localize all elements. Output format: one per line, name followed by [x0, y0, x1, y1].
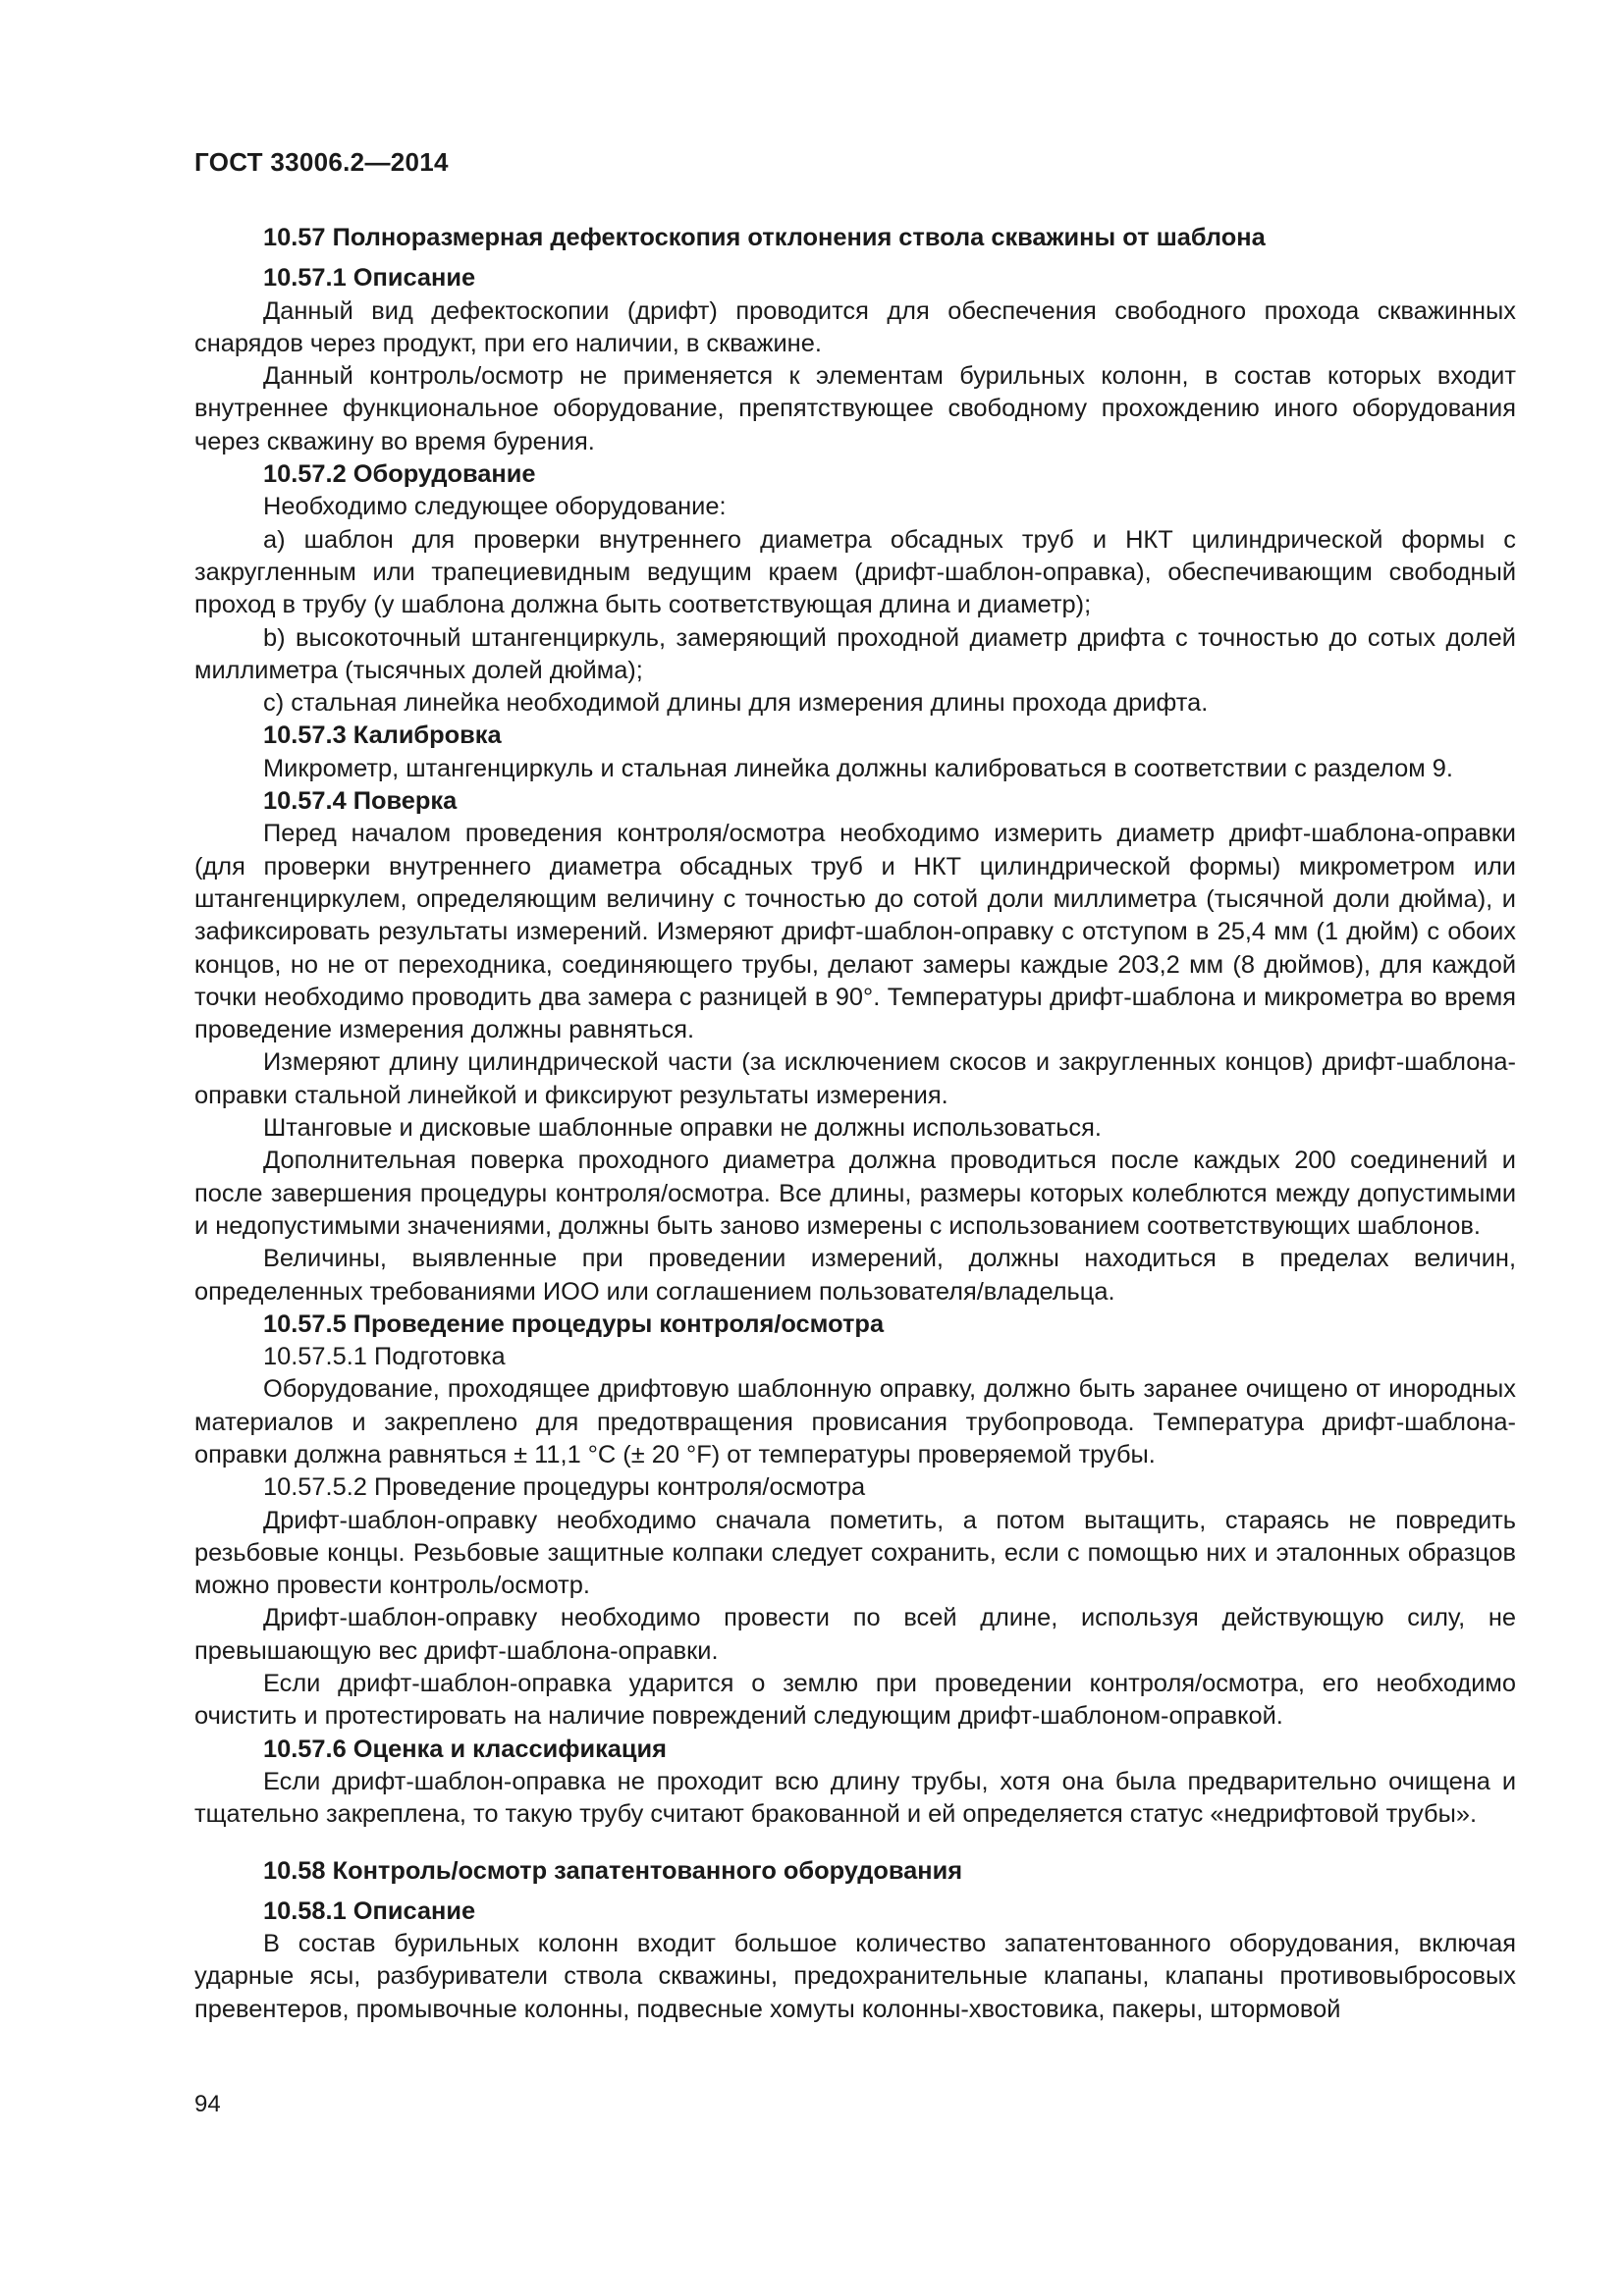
- document-body: [194, 222, 1516, 2026]
- subsection-heading: 10.57.2 Оборудование: [263, 460, 536, 489]
- paragraph: Перед началом проведения контроля/осмотра необходимо измерить диаметр дрифт-шаблона-оправки (для проверки внутреннего диаметра обсадных труб и НКТ цилиндрической формы) микрометром или штангенциркулем, определяющим величину с точностью до сотой доли миллиметра (тысячной доли дюйма), и зафиксировать результаты измерений. Измеряют дрифт-шаблон-оправку с отступом в 25,4 мм (1 дюйм) с обоих концов, но не от переходника, соединяющего трубы, делают замеры каждые 203,2 мм (8 дюймов), для каждой точки необходимо проводить два замера с разницей в 90°. Температуры дрифт-шаблона и микрометра во время проведение измерения должны равняться.: [194, 820, 1516, 1044]
- subsection-heading: 10.57.4 Поверка: [263, 787, 458, 816]
- paragraph: a) шаблон для проверки внутреннего диаметра обсадных труб и НКТ цилиндрической формы с закругленным или трапециевидным ведущим краем (дрифт-шаблон-оправка), обеспечивающим свободный проход в трубу (у шаблона должна быть соответствующая длина и диаметр);: [194, 525, 1516, 619]
- subsection-heading: 10.58.1 Описание: [263, 1896, 476, 1925]
- paragraph: Дрифт-шаблон-оправку необходимо сначала пометить, а потом вытащить, стараясь не повредить резьбовые концы. Резьбовые защитные колпаки следует сохранить, если с помощью них и эталонных образцов можно провести контроль/осмотр.: [194, 1506, 1516, 1600]
- subsection-heading: 10.57.1 Описание: [263, 264, 476, 293]
- paragraph: Дополнительная поверка проходного диаметра должна проводиться после каждых 200 соединений и после завершения процедуры контроля/осмотра. Все длины, размеры которых колеблются между допустимыми и недопустимыми значениями, должны быть заново измерены с использованием соответствующих шаблонов.: [194, 1147, 1516, 1240]
- clause-heading: 10.57.5.2 Проведение процедуры контроля/осмотра: [263, 1473, 866, 1502]
- paragraph: Дрифт-шаблон-оправку необходимо провести по всей длине, используя действующую силу, не превышающую вес дрифт-шаблона-оправки.: [194, 1604, 1516, 1665]
- paragraph: b) высокоточный штангенциркуль, замеряющий проходной диаметр дрифта с точностью до сотых долей миллиметра (тысячных долей дюйма);: [194, 623, 1516, 684]
- paragraph: Данный вид дефектоскопии (дрифт) проводится для обеспечения свободного прохода скважинных снарядов через продукт, при его наличии, в скважине.: [194, 296, 1516, 357]
- standard-header: ГОСТ 33006.2—2014: [194, 147, 449, 177]
- paragraph: Штанговые и дисковые шаблонные оправки не должны использоваться.: [263, 1114, 1102, 1143]
- paragraph: Величины, выявленные при проведении измерений, должны находиться в пределах величин, определенных требованиями ИОО или соглашением пользователя/владельца.: [194, 1245, 1516, 1306]
- paragraph: Данный контроль/осмотр не применяется к элементам бурильных колонн, в состав которых входит внутреннее функциональное оборудование, препятствующее свободному прохождению иного оборудования через скважину во время бурения.: [194, 362, 1516, 455]
- section-heading: 10.58 Контроль/осмотр запатентованного оборудования: [263, 1856, 963, 1885]
- subsection-heading: 10.57.6 Оценка и классификация: [263, 1735, 667, 1763]
- paragraph: Если дрифт-шаблон-оправка не проходит всю длину трубы, хотя она была предварительно очищена и тщательно закреплена, то такую трубу считают бракованной и ей определяется статус «недрифтовой трубы».: [194, 1767, 1516, 1829]
- paragraph: Микрометр, штангенциркуль и стальная линейка должны калиброваться в соответствии с разделом 9.: [263, 754, 1453, 782]
- subsection-heading: 10.57.5 Проведение процедуры контроля/осмотра: [263, 1309, 885, 1338]
- section-heading: 10.57 Полноразмерная дефектоскопия отклонения ствола скважины от шаблона: [263, 224, 1266, 251]
- paragraph: Необходимо следующее оборудование:: [263, 493, 727, 521]
- paragraph: Оборудование, проходящее дрифтовую шаблонную оправку, должно быть заранее очищено от инородных материалов и закреплено для предотвращения провисания трубопровода. Температура дрифт-шаблона-оправки должна равняться ± 11,1 °С (± 20 °F) от температуры проверяемой трубы.: [194, 1375, 1516, 1468]
- paragraph: Если дрифт-шаблон-оправка ударится о землю при проведении контроля/осмотра, его необходимо очистить и протестировать на наличие повреждений следующим дрифт-шаблоном-оправкой.: [194, 1670, 1516, 1731]
- clause-heading: 10.57.5.1 Подготовка: [263, 1343, 506, 1371]
- paragraph: Измеряют длину цилиндрической части (за исключением скосов и закругленных концов) дрифт-шаблона-оправки стальной линейкой и фиксируют результаты измерения.: [194, 1048, 1516, 1109]
- page-number: 94: [194, 2091, 221, 2117]
- paragraph: c) стальная линейка необходимой длины для измерения длины прохода дрифта.: [263, 689, 1209, 718]
- paragraph: В состав бурильных колонн входит большое количество запатентованного оборудования, включая ударные ясы, разбуриватели ствола скважины, предохранительные клапаны, клапаны противовыбросовых превентеров, промывочные колонны, подвесные хомуты колонны-хвостовика, пакеры, штормовой: [194, 1930, 1516, 2023]
- subsection-heading: 10.57.3 Калибровка: [263, 721, 502, 750]
